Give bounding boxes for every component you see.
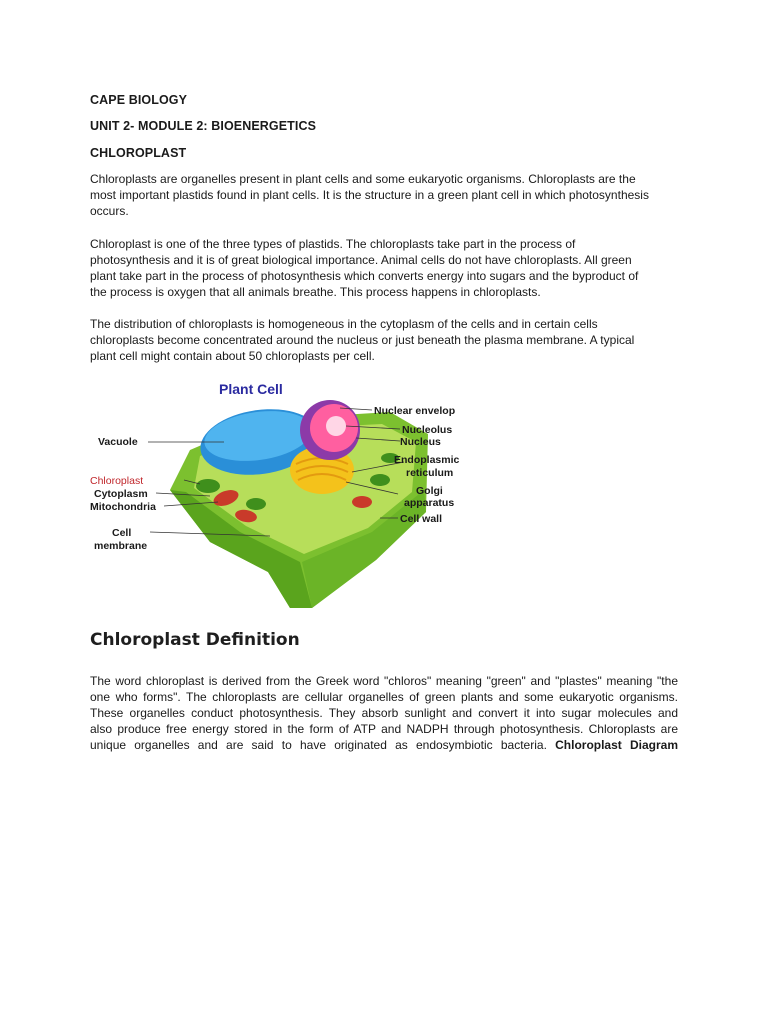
label-cell-membrane-1: Cell	[112, 527, 132, 539]
figure-title: Plant Cell	[219, 381, 283, 397]
label-vacuole: Vacuole	[98, 436, 138, 448]
chloroplast-diagram-label: Chloroplast Diagram	[555, 738, 678, 752]
text-line: These organelles conduct photosynthesis. They absorb sunlight and convert it into sugar molecules and	[90, 706, 678, 720]
text-line: also produce free energy stored in the form of ATP and NADPH through photosynthesis. Chloroplasts are	[90, 722, 678, 736]
text-line: photosynthesis and it is of great biological importance. Animal cells do not have chloroplasts. All green	[90, 253, 632, 267]
text-line: chloroplasts become concentrated around the nucleus or just beneath the plasma membrane. A typical	[90, 333, 635, 347]
text-line: The distribution of chloroplasts is homogeneous in the cytoplasm of the cells and in certain cells	[90, 317, 598, 331]
text-line-last	[90, 737, 678, 753]
plant-cell-illustration	[90, 372, 470, 612]
plant-cell-figure	[90, 372, 470, 612]
label-chloroplast: Chloroplast	[90, 475, 144, 487]
label-golgi-2: apparatus	[404, 497, 455, 509]
text-line: The word chloroplast is derived from the Greek word "chloros" meaning "green" and "plastes" meaning "the	[90, 674, 678, 688]
label-nucleolus: Nucleolus	[402, 424, 453, 436]
label-cell-membrane-2: membrane	[94, 540, 148, 552]
intro-paragraph-2	[90, 236, 678, 300]
course-heading: CAPE BIOLOGY	[90, 93, 188, 107]
text-line: occurs.	[90, 204, 129, 218]
topic-heading: CHLOROPLAST	[90, 146, 187, 160]
chloroplast-shape	[196, 479, 220, 493]
chloroplast-shape	[246, 498, 266, 510]
text-line: plant take part in the process of photosynthesis which converts energy into sugars and the byproduct of	[90, 269, 639, 283]
mitochondria-shape	[352, 496, 372, 508]
definition-title: Chloroplast Definition	[90, 630, 300, 650]
intro-paragraph-1	[90, 171, 678, 219]
label-er-2: reticulum	[406, 467, 454, 479]
nucleolus-shape	[326, 416, 346, 436]
label-er-1: Endoplasmic	[394, 454, 460, 466]
chloroplast-shape	[370, 474, 390, 486]
label-nucleus: Nucleus	[400, 436, 441, 448]
text-line: Chloroplasts are organelles present in plant cells and some eukaryotic organisms. Chloroplasts are the	[90, 172, 636, 186]
text-line: plant cell might contain about 50 chloroplasts per cell.	[90, 349, 375, 363]
definition-last-text: unique organelles and are said to have originated as endosymbiotic bacteria.	[90, 738, 547, 752]
label-nuclear-envelop: Nuclear envelop	[374, 405, 456, 417]
label-golgi-1: Golgi	[416, 485, 443, 497]
unit-heading: UNIT 2- MODULE 2: BIOENERGETICS	[90, 119, 317, 133]
label-mitochondria: Mitochondria	[90, 501, 156, 513]
text-line: the process is oxygen that all animals breathe. This process happens in chloroplasts.	[90, 285, 541, 299]
label-cytoplasm: Cytoplasm	[94, 488, 148, 500]
definition-paragraph	[90, 673, 678, 753]
text-line: one who forms". The chloroplasts are cellular organelles of green plants and some eukaryotic organisms.	[90, 690, 678, 704]
text-line: Chloroplast is one of the three types of plastids. The chloroplasts take part in the process of	[90, 237, 576, 251]
label-cell-wall: Cell wall	[400, 513, 443, 525]
text-line: most important plastids found in plant cells. It is the structure in a green plant cell in which photosynthesis	[90, 188, 649, 202]
intro-paragraph-3	[90, 316, 678, 364]
